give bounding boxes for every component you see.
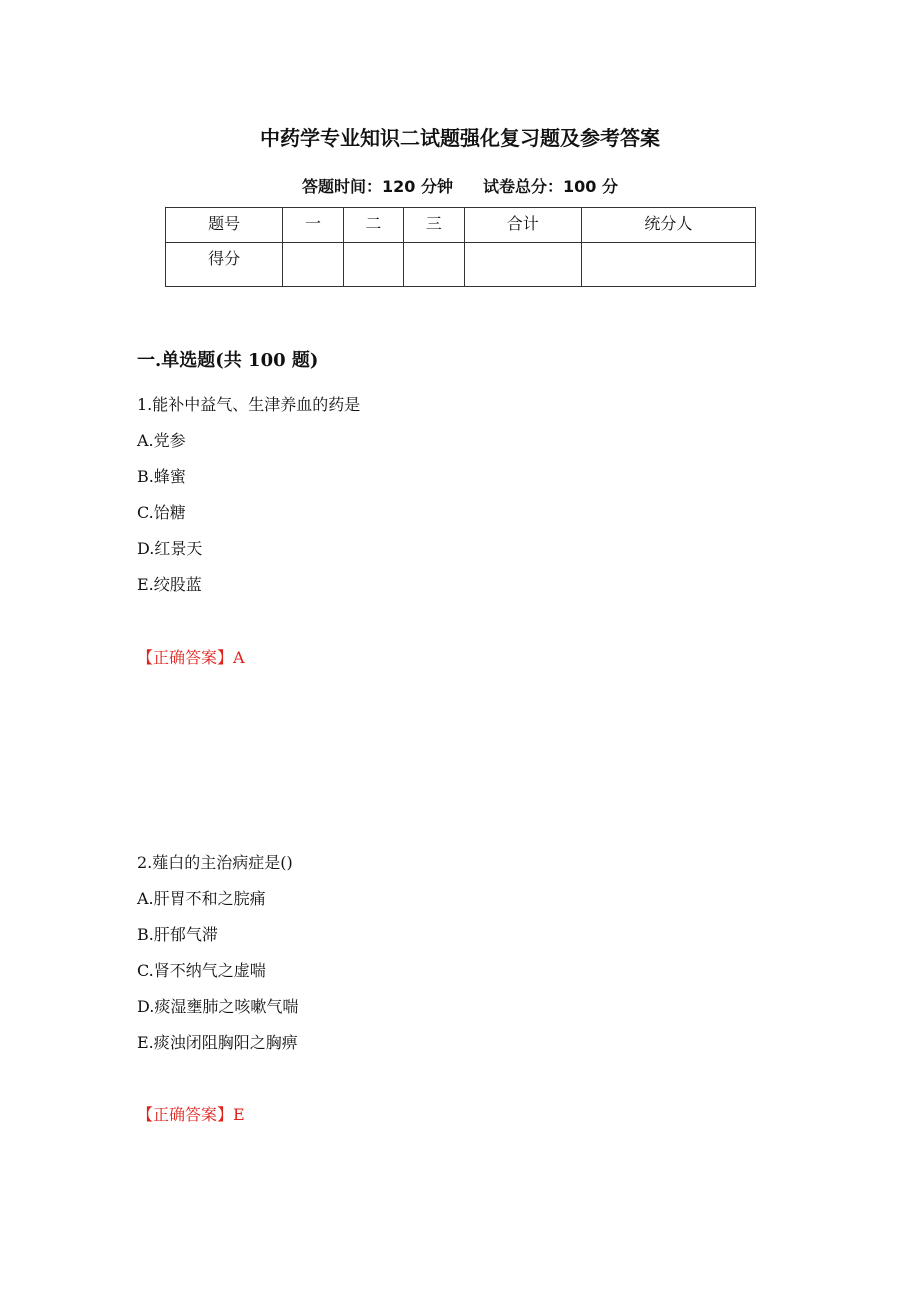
exam-time: 答题时间：120 分钟 bbox=[302, 177, 453, 196]
correct-answer: 【正确答案】E bbox=[137, 1105, 245, 1124]
question-option: D.红景天 bbox=[137, 539, 203, 558]
exam-total-score: 试卷总分：100 分 bbox=[483, 177, 618, 196]
score-table bbox=[165, 207, 756, 287]
question-option: C.肾不纳气之虚喘 bbox=[137, 961, 266, 980]
score-table-header: 二 bbox=[343, 208, 403, 243]
score-table-header: 一 bbox=[283, 208, 343, 243]
score-cell bbox=[464, 243, 581, 287]
question-option: D.痰湿壅肺之咳嗽气喘 bbox=[137, 997, 299, 1016]
question-option: E.绞股蓝 bbox=[137, 575, 202, 594]
score-row-label: 得分 bbox=[166, 243, 283, 287]
question-option: E.痰浊闭阻胸阳之胸痹 bbox=[137, 1033, 298, 1052]
score-cell bbox=[283, 243, 343, 287]
section-title: 一.单选题(共 100 题) bbox=[137, 350, 319, 371]
question-option: C.饴糖 bbox=[137, 503, 186, 522]
question-option: B.蜂蜜 bbox=[137, 467, 186, 486]
score-table-header: 题号 bbox=[166, 208, 283, 243]
score-cell bbox=[343, 243, 403, 287]
score-table-header: 三 bbox=[404, 208, 464, 243]
document-title: 中药学专业知识二试题强化复习题及参考答案 bbox=[260, 126, 660, 150]
exam-info bbox=[0, 174, 920, 197]
score-cell bbox=[404, 243, 464, 287]
question-stem: 2.薤白的主治病症是() bbox=[137, 853, 293, 872]
question-option: B.肝郁气滞 bbox=[137, 925, 218, 944]
correct-answer: 【正确答案】A bbox=[137, 648, 245, 667]
score-cell bbox=[581, 243, 755, 287]
score-table-header: 合计 bbox=[464, 208, 581, 243]
question-option: A.肝胃不和之脘痛 bbox=[137, 889, 266, 908]
score-table-header-row bbox=[166, 208, 756, 243]
question-option: A.党参 bbox=[137, 431, 186, 450]
score-table-score-row bbox=[166, 243, 756, 287]
question-stem: 1.能补中益气、生津养血的药是 bbox=[137, 395, 361, 414]
score-table-header: 统分人 bbox=[581, 208, 755, 243]
